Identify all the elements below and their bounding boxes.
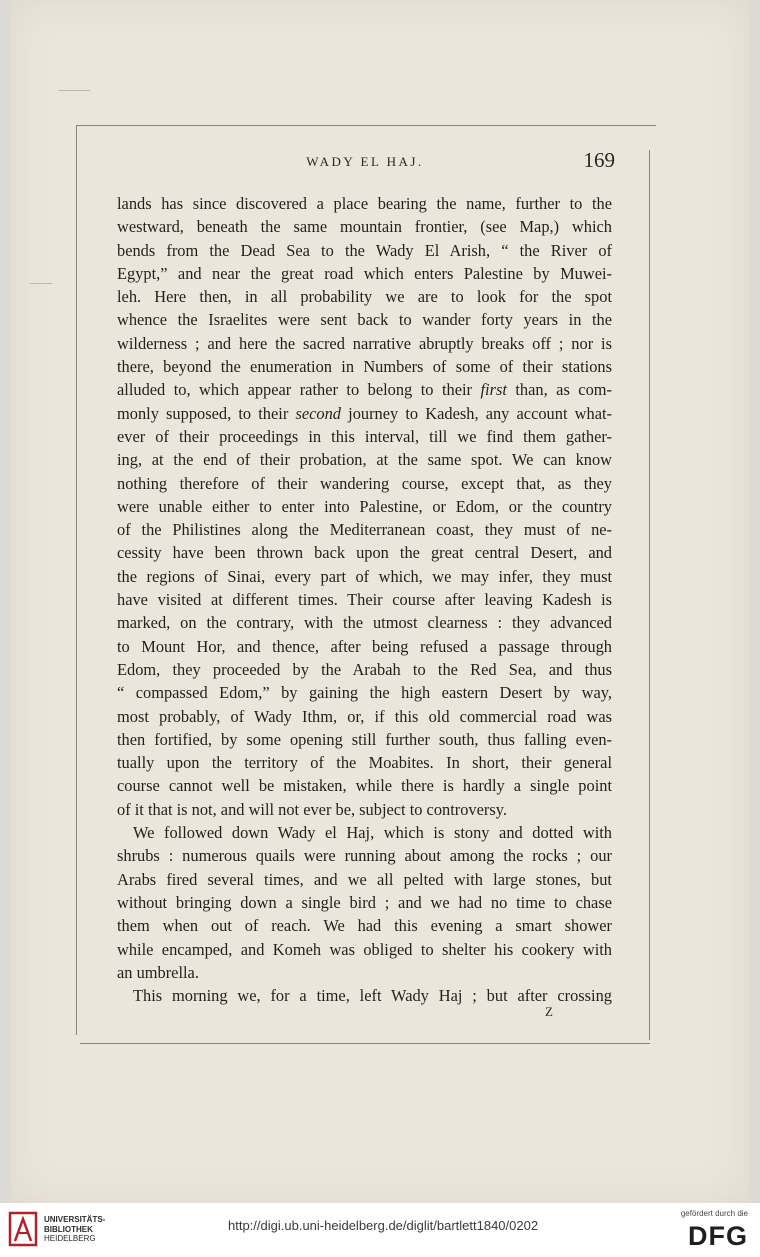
- dfg-logo[interactable]: DFG: [688, 1221, 748, 1251]
- plate-border-bottom: [80, 1043, 650, 1044]
- text-line: of it that is not, and will not ever be, subject to controversy.: [117, 799, 507, 819]
- library-logo[interactable]: [8, 1211, 38, 1247]
- text-line: without bringing down a single bird ; and we had no time to chase: [117, 892, 612, 912]
- text-line: there, beyond the enumeration in Numbers of some of their stations: [117, 357, 612, 377]
- italic-word: second: [295, 403, 341, 423]
- text-line: Arabs fired several times, and we all pelted with large stones, but: [117, 869, 612, 889]
- plate-border-top: [76, 125, 656, 126]
- text-line: westward, beneath the same mountain frontier, (see Map,) which: [117, 217, 612, 237]
- text-line: then fortified, by some opening still further south, thus falling even-: [117, 729, 612, 749]
- library-name-line: HEIDELBERG: [44, 1234, 96, 1243]
- text-line: have visited at different times. Their course after leaving Kadesh is: [117, 590, 612, 610]
- page-number: 169: [583, 148, 615, 172]
- text-line: leh. Here then, in all probability we are to look for the spot: [117, 287, 612, 307]
- text-line: shrubs : numerous quails were running about among the rocks ; our: [117, 846, 612, 866]
- text-line: while encamped, and Komeh was obliged to shelter his cookery with: [117, 939, 612, 959]
- plate-border-right: [649, 150, 650, 1040]
- text-line: We followed down Wady el Haj, which is stony and dotted with: [133, 823, 612, 843]
- paper-mark: [58, 90, 90, 91]
- running-head: [115, 148, 615, 178]
- text-line: of the Philistines along the Mediterranean coast, they must of ne-: [117, 520, 612, 540]
- running-head-title: WADY EL HAJ.: [306, 154, 424, 169]
- text-line: were unable either to enter into Palestine, or Edom, or the country: [117, 496, 612, 516]
- text-line: [117, 378, 612, 401]
- text-line: bends from the Dead Sea to the Wady El Arish, “ the River of: [117, 240, 612, 260]
- text-line: lands has since discovered a place bearing the name, further to the: [117, 194, 612, 213]
- text-line: most probably, of Wady Ithm, or, if this old commercial road was: [117, 706, 612, 726]
- text-line: Egypt,” and near the great road which enters Palestine by Muwei-: [117, 263, 612, 283]
- text-segment: alluded to, which appear rather to belong to their: [117, 380, 472, 400]
- text-line: wilderness ; and here the sacred narrative abruptly breaks off ; nor is: [117, 333, 612, 353]
- library-name-line: UNIVERSITÄTS-: [44, 1215, 106, 1224]
- text-segment: than, as com-: [506, 380, 612, 400]
- text-line: Edom, they proceeded by the Arabah to the Red Sea, and thus: [117, 659, 612, 679]
- text-line: “ compassed Edom,” by gaining the high eastern Desert by way,: [117, 683, 612, 703]
- footer-bar: [0, 1203, 760, 1257]
- text-line: [117, 402, 612, 425]
- funding-note: gefördert durch die: [680, 1209, 748, 1218]
- text-line: cessity have been thrown back upon the great central Desert, and: [117, 543, 612, 563]
- italic-word: first: [480, 380, 507, 400]
- signature-mark: Z: [545, 1004, 553, 1019]
- text-line: course cannot well be mistaken, while there is hardly a single point: [117, 776, 612, 796]
- text-line: tually upon the territory of the Moabites. In short, their general: [117, 753, 612, 773]
- text-line: to Mount Hor, and thence, after being refused a passage through: [117, 636, 612, 656]
- text-line: This morning we, for a time, left Wady Haj ; but after crossing: [133, 986, 612, 1006]
- text-line: ever of their proceedings in this interval, till we find them gather-: [117, 426, 612, 446]
- plate-border-left: [76, 125, 77, 1035]
- text-line: an umbrella.: [117, 962, 199, 982]
- body-text: [117, 192, 612, 1007]
- library-logo-icon: [8, 1211, 38, 1247]
- library-name-line: BIBLIOTHEK: [44, 1224, 93, 1234]
- permalink-url[interactable]: http://digi.ub.uni-heidelberg.de/diglit/bartlett1840/0202: [228, 1218, 539, 1233]
- paper-mark: [30, 283, 52, 284]
- text-line: marked, on the contrary, with the utmost clearness : they advanced: [117, 613, 612, 633]
- text-segment: journey to Kadesh, any account what-: [340, 403, 612, 423]
- text-line: them when out of reach. We had this evening a smart shower: [117, 916, 612, 936]
- text-line: nothing therefore of their wandering course, except that, as they: [117, 473, 612, 493]
- text-line: the regions of Sinai, every part of which, we may infer, they must: [117, 566, 612, 586]
- text-segment: monly supposed, to their: [117, 403, 289, 423]
- library-name: [44, 1215, 105, 1244]
- text-line: whence the Israelites were sent back to wander forty years in the: [117, 310, 612, 330]
- text-line: ing, at the end of their probation, at the same spot. We can know: [117, 450, 612, 470]
